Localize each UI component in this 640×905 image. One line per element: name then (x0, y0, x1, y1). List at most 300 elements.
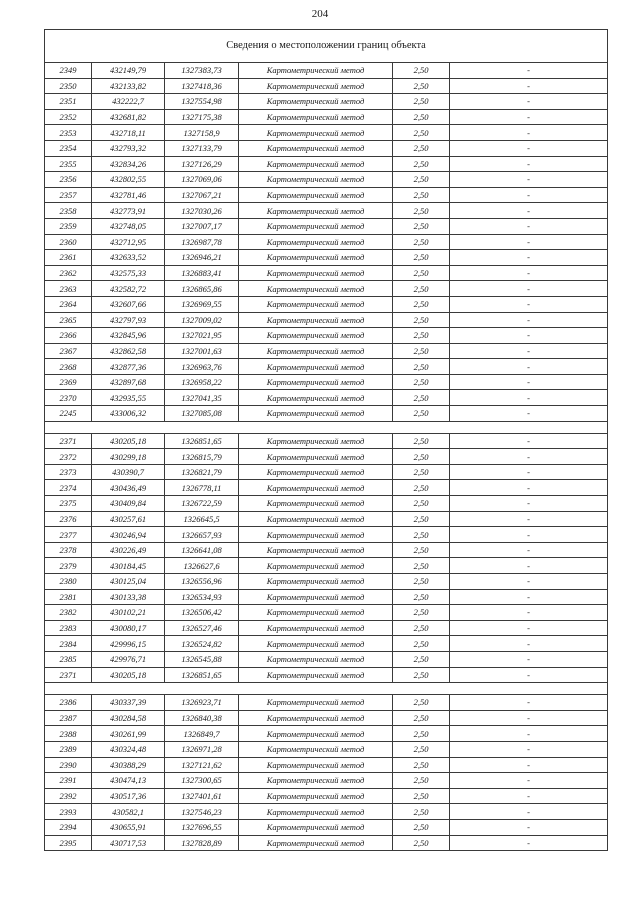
description-cell: - (450, 265, 608, 281)
method-cell: Картометрический метод (239, 406, 393, 422)
description-cell: - (450, 281, 608, 297)
accuracy-cell: 2,50 (393, 605, 450, 621)
y-coordinate-cell: 1327021,95 (165, 328, 239, 344)
y-coordinate-cell: 1326534,93 (165, 589, 239, 605)
point-number-cell: 2352 (45, 109, 92, 125)
point-number-cell: 2393 (45, 804, 92, 820)
table-row (45, 63, 608, 79)
point-number-cell: 2369 (45, 374, 92, 390)
x-coordinate-cell: 430582,1 (92, 804, 165, 820)
accuracy-cell: 2,50 (393, 234, 450, 250)
description-cell: - (450, 835, 608, 851)
method-cell: Картометрический метод (239, 667, 393, 683)
table-row (45, 480, 608, 496)
table-row (45, 265, 608, 281)
y-coordinate-cell: 1327546,23 (165, 804, 239, 820)
method-cell: Картометрический метод (239, 250, 393, 266)
point-number-cell: 2364 (45, 296, 92, 312)
point-number-cell: 2359 (45, 218, 92, 234)
method-cell: Картометрический метод (239, 343, 393, 359)
x-coordinate-cell: 432862,58 (92, 343, 165, 359)
point-number-cell: 2355 (45, 156, 92, 172)
x-coordinate-cell: 430299,18 (92, 449, 165, 465)
x-coordinate-cell: 432718,11 (92, 125, 165, 141)
table-row (45, 574, 608, 590)
table-row (45, 156, 608, 172)
point-number-cell: 2387 (45, 710, 92, 726)
accuracy-cell: 2,50 (393, 203, 450, 219)
y-coordinate-cell: 1326969,55 (165, 296, 239, 312)
description-cell: - (450, 94, 608, 110)
y-coordinate-cell: 1327696,55 (165, 819, 239, 835)
table-row (45, 726, 608, 742)
x-coordinate-cell: 432773,91 (92, 203, 165, 219)
description-cell: - (450, 203, 608, 219)
accuracy-cell: 2,50 (393, 281, 450, 297)
x-coordinate-cell: 430205,18 (92, 667, 165, 683)
method-cell: Картометрический метод (239, 449, 393, 465)
point-number-cell: 2370 (45, 390, 92, 406)
accuracy-cell: 2,50 (393, 390, 450, 406)
accuracy-cell: 2,50 (393, 296, 450, 312)
x-coordinate-cell: 432681,82 (92, 109, 165, 125)
y-coordinate-cell: 1326627,6 (165, 558, 239, 574)
table-row (45, 835, 608, 851)
x-coordinate-cell: 430474,13 (92, 773, 165, 789)
point-number-cell: 2351 (45, 94, 92, 110)
x-coordinate-cell: 432607,66 (92, 296, 165, 312)
point-number-cell: 2371 (45, 667, 92, 683)
y-coordinate-cell: 1326883,41 (165, 265, 239, 281)
description-cell: - (450, 710, 608, 726)
method-cell: Картометрический метод (239, 511, 393, 527)
y-coordinate-cell: 1327401,61 (165, 788, 239, 804)
method-cell: Картометрический метод (239, 140, 393, 156)
x-coordinate-cell: 432712,95 (92, 234, 165, 250)
accuracy-cell: 2,50 (393, 589, 450, 605)
y-coordinate-cell: 1326545,88 (165, 651, 239, 667)
y-coordinate-cell: 1327133,79 (165, 140, 239, 156)
x-coordinate-cell: 430655,91 (92, 819, 165, 835)
x-coordinate-cell: 432582,72 (92, 281, 165, 297)
method-cell: Картометрический метод (239, 312, 393, 328)
y-coordinate-cell: 1327554,98 (165, 94, 239, 110)
x-coordinate-cell: 432802,55 (92, 172, 165, 188)
y-coordinate-cell: 1327069,06 (165, 172, 239, 188)
description-cell: - (450, 296, 608, 312)
description-cell: - (450, 496, 608, 512)
y-coordinate-cell: 1327121,62 (165, 757, 239, 773)
x-coordinate-cell: 432748,05 (92, 218, 165, 234)
y-coordinate-cell: 1327067,21 (165, 187, 239, 203)
y-coordinate-cell: 1327030,26 (165, 203, 239, 219)
description-cell: - (450, 156, 608, 172)
table-row (45, 203, 608, 219)
table-row (45, 187, 608, 203)
x-coordinate-cell: 432149,79 (92, 63, 165, 79)
x-coordinate-cell: 430409,84 (92, 496, 165, 512)
method-cell: Картометрический метод (239, 203, 393, 219)
table-row (45, 218, 608, 234)
point-number-cell: 2360 (45, 234, 92, 250)
x-coordinate-cell: 430517,36 (92, 788, 165, 804)
point-number-cell: 2382 (45, 605, 92, 621)
page-number: 204 (311, 8, 329, 20)
point-number-cell: 2386 (45, 695, 92, 711)
description-cell: - (450, 527, 608, 543)
y-coordinate-cell: 1326840,38 (165, 710, 239, 726)
accuracy-cell: 2,50 (393, 218, 450, 234)
table-row (45, 312, 608, 328)
y-coordinate-cell: 1327126,29 (165, 156, 239, 172)
y-coordinate-cell: 1326506,42 (165, 605, 239, 621)
table-row (45, 296, 608, 312)
accuracy-cell: 2,50 (393, 312, 450, 328)
table-row (45, 496, 608, 512)
table-row (45, 741, 608, 757)
x-coordinate-cell: 433006,32 (92, 406, 165, 422)
method-cell: Картометрический метод (239, 125, 393, 141)
point-number-cell: 2357 (45, 187, 92, 203)
accuracy-cell: 2,50 (393, 94, 450, 110)
point-number-cell: 2374 (45, 480, 92, 496)
point-number-cell: 2373 (45, 464, 92, 480)
accuracy-cell: 2,50 (393, 558, 450, 574)
x-coordinate-cell: 430436,49 (92, 480, 165, 496)
point-number-cell: 2395 (45, 835, 92, 851)
accuracy-cell: 2,50 (393, 574, 450, 590)
method-cell: Картометрический метод (239, 359, 393, 375)
x-coordinate-cell: 432897,68 (92, 374, 165, 390)
y-coordinate-cell: 1326645,5 (165, 511, 239, 527)
table-row (45, 695, 608, 711)
x-coordinate-cell: 429996,15 (92, 636, 165, 652)
accuracy-cell: 2,50 (393, 406, 450, 422)
accuracy-cell: 2,50 (393, 374, 450, 390)
accuracy-cell: 2,50 (393, 63, 450, 79)
table-row (45, 558, 608, 574)
y-coordinate-cell: 1326524,82 (165, 636, 239, 652)
method-cell: Картометрический метод (239, 296, 393, 312)
point-number-cell: 2380 (45, 574, 92, 590)
x-coordinate-cell: 432633,52 (92, 250, 165, 266)
table-row (45, 281, 608, 297)
method-cell: Картометрический метод (239, 527, 393, 543)
method-cell: Картометрический метод (239, 187, 393, 203)
method-cell: Картометрический метод (239, 156, 393, 172)
description-cell: - (450, 449, 608, 465)
table-row (45, 464, 608, 480)
accuracy-cell: 2,50 (393, 542, 450, 558)
method-cell: Картометрический метод (239, 589, 393, 605)
point-number-cell: 2375 (45, 496, 92, 512)
description-cell: - (450, 726, 608, 742)
point-number-cell: 2385 (45, 651, 92, 667)
table-row (45, 374, 608, 390)
method-cell: Картометрический метод (239, 542, 393, 558)
table-row (45, 94, 608, 110)
x-coordinate-cell: 432133,82 (92, 78, 165, 94)
title-row (45, 30, 608, 63)
description-cell: - (450, 558, 608, 574)
method-cell: Картометрический метод (239, 651, 393, 667)
x-coordinate-cell: 430184,45 (92, 558, 165, 574)
method-cell: Картометрический метод (239, 773, 393, 789)
point-number-cell: 2376 (45, 511, 92, 527)
point-number-cell: 2391 (45, 773, 92, 789)
accuracy-cell: 2,50 (393, 651, 450, 667)
description-cell: - (450, 63, 608, 79)
description-cell: - (450, 433, 608, 449)
description-cell: - (450, 804, 608, 820)
point-number-cell: 2388 (45, 726, 92, 742)
description-cell: - (450, 773, 608, 789)
y-coordinate-cell: 1327158,9 (165, 125, 239, 141)
description-cell: - (450, 140, 608, 156)
point-number-cell: 2353 (45, 125, 92, 141)
accuracy-cell: 2,50 (393, 156, 450, 172)
description-cell: - (450, 172, 608, 188)
accuracy-cell: 2,50 (393, 464, 450, 480)
x-coordinate-cell: 432575,33 (92, 265, 165, 281)
table-row (45, 710, 608, 726)
table-row (45, 651, 608, 667)
table-title: Сведения о местоположении границ объекта (45, 30, 608, 63)
x-coordinate-cell: 430388,29 (92, 757, 165, 773)
description-cell: - (450, 757, 608, 773)
description-cell: - (450, 406, 608, 422)
description-cell: - (450, 480, 608, 496)
x-coordinate-cell: 430717,53 (92, 835, 165, 851)
y-coordinate-cell: 1327828,89 (165, 835, 239, 851)
y-coordinate-cell: 1326821,79 (165, 464, 239, 480)
table-row (45, 406, 608, 422)
accuracy-cell: 2,50 (393, 496, 450, 512)
method-cell: Картометрический метод (239, 605, 393, 621)
point-number-cell: 2358 (45, 203, 92, 219)
x-coordinate-cell: 430133,38 (92, 589, 165, 605)
group-separator-row (45, 683, 608, 695)
accuracy-cell: 2,50 (393, 265, 450, 281)
accuracy-cell: 2,50 (393, 449, 450, 465)
x-coordinate-cell: 430337,39 (92, 695, 165, 711)
point-number-cell: 2350 (45, 78, 92, 94)
y-coordinate-cell: 1327009,02 (165, 312, 239, 328)
y-coordinate-cell: 1326722,59 (165, 496, 239, 512)
description-cell: - (450, 464, 608, 480)
table-row (45, 804, 608, 820)
table-row (45, 636, 608, 652)
accuracy-cell: 2,50 (393, 835, 450, 851)
table-row (45, 234, 608, 250)
table-row (45, 605, 608, 621)
point-number-cell: 2354 (45, 140, 92, 156)
description-cell: - (450, 605, 608, 621)
method-cell: Картометрический метод (239, 390, 393, 406)
table-row (45, 250, 608, 266)
group-separator-row (45, 421, 608, 433)
description-cell: - (450, 819, 608, 835)
point-number-cell: 2389 (45, 741, 92, 757)
table-row (45, 542, 608, 558)
y-coordinate-cell: 1327418,36 (165, 78, 239, 94)
coordinates-table (44, 29, 608, 851)
table-row (45, 78, 608, 94)
description-cell: - (450, 125, 608, 141)
accuracy-cell: 2,50 (393, 726, 450, 742)
point-number-cell: 2362 (45, 265, 92, 281)
method-cell: Картометрический метод (239, 480, 393, 496)
y-coordinate-cell: 1327175,38 (165, 109, 239, 125)
accuracy-cell: 2,50 (393, 788, 450, 804)
accuracy-cell: 2,50 (393, 636, 450, 652)
description-cell: - (450, 667, 608, 683)
method-cell: Картометрический метод (239, 835, 393, 851)
accuracy-cell: 2,50 (393, 328, 450, 344)
accuracy-cell: 2,50 (393, 773, 450, 789)
method-cell: Картометрический метод (239, 234, 393, 250)
x-coordinate-cell: 432845,96 (92, 328, 165, 344)
y-coordinate-cell: 1326657,93 (165, 527, 239, 543)
x-coordinate-cell: 430261,99 (92, 726, 165, 742)
table-row (45, 109, 608, 125)
table-row (45, 390, 608, 406)
y-coordinate-cell: 1326556,96 (165, 574, 239, 590)
method-cell: Картометрический метод (239, 726, 393, 742)
method-cell: Картометрический метод (239, 433, 393, 449)
accuracy-cell: 2,50 (393, 757, 450, 773)
x-coordinate-cell: 432781,46 (92, 187, 165, 203)
point-number-cell: 2366 (45, 328, 92, 344)
table-row (45, 172, 608, 188)
description-cell: - (450, 234, 608, 250)
table-row (45, 773, 608, 789)
description-cell: - (450, 741, 608, 757)
method-cell: Картометрический метод (239, 788, 393, 804)
y-coordinate-cell: 1327041,35 (165, 390, 239, 406)
accuracy-cell: 2,50 (393, 527, 450, 543)
point-number-cell: 2368 (45, 359, 92, 375)
accuracy-cell: 2,50 (393, 710, 450, 726)
accuracy-cell: 2,50 (393, 667, 450, 683)
point-number-cell: 2378 (45, 542, 92, 558)
point-number-cell: 2367 (45, 343, 92, 359)
table-row (45, 589, 608, 605)
table-row (45, 449, 608, 465)
coordinates-sheet (44, 29, 607, 851)
x-coordinate-cell: 430390,7 (92, 464, 165, 480)
method-cell: Картометрический метод (239, 265, 393, 281)
y-coordinate-cell: 1327300,65 (165, 773, 239, 789)
y-coordinate-cell: 1326778,11 (165, 480, 239, 496)
table-row (45, 359, 608, 375)
y-coordinate-cell: 1326851,65 (165, 667, 239, 683)
point-number-cell: 2381 (45, 589, 92, 605)
method-cell: Картометрический метод (239, 636, 393, 652)
point-number-cell: 2349 (45, 63, 92, 79)
description-cell: - (450, 78, 608, 94)
table-row (45, 140, 608, 156)
point-number-cell: 2361 (45, 250, 92, 266)
table-row (45, 328, 608, 344)
x-coordinate-cell: 430080,17 (92, 620, 165, 636)
table-row (45, 527, 608, 543)
group-separator-cell (45, 421, 608, 433)
method-cell: Картометрический метод (239, 218, 393, 234)
method-cell: Картометрический метод (239, 558, 393, 574)
accuracy-cell: 2,50 (393, 140, 450, 156)
description-cell: - (450, 218, 608, 234)
description-cell: - (450, 589, 608, 605)
y-coordinate-cell: 1326641,08 (165, 542, 239, 558)
method-cell: Картометрический метод (239, 328, 393, 344)
group-separator-cell (45, 683, 608, 695)
y-coordinate-cell: 1326987,78 (165, 234, 239, 250)
x-coordinate-cell: 432793,32 (92, 140, 165, 156)
accuracy-cell: 2,50 (393, 511, 450, 527)
point-number-cell: 2384 (45, 636, 92, 652)
method-cell: Картометрический метод (239, 710, 393, 726)
table-row (45, 511, 608, 527)
table-row (45, 343, 608, 359)
point-number-cell: 2245 (45, 406, 92, 422)
method-cell: Картометрический метод (239, 819, 393, 835)
description-cell: - (450, 542, 608, 558)
method-cell: Картометрический метод (239, 757, 393, 773)
description-cell: - (450, 511, 608, 527)
method-cell: Картометрический метод (239, 281, 393, 297)
point-number-cell: 2394 (45, 819, 92, 835)
x-coordinate-cell: 432935,55 (92, 390, 165, 406)
accuracy-cell: 2,50 (393, 78, 450, 94)
point-number-cell: 2392 (45, 788, 92, 804)
point-number-cell: 2390 (45, 757, 92, 773)
y-coordinate-cell: 1327001,63 (165, 343, 239, 359)
accuracy-cell: 2,50 (393, 359, 450, 375)
accuracy-cell: 2,50 (393, 819, 450, 835)
accuracy-cell: 2,50 (393, 433, 450, 449)
x-coordinate-cell: 430324,48 (92, 741, 165, 757)
accuracy-cell: 2,50 (393, 172, 450, 188)
y-coordinate-cell: 1326851,65 (165, 433, 239, 449)
point-number-cell: 2379 (45, 558, 92, 574)
description-cell: - (450, 109, 608, 125)
x-coordinate-cell: 430284,58 (92, 710, 165, 726)
description-cell: - (450, 374, 608, 390)
description-cell: - (450, 620, 608, 636)
accuracy-cell: 2,50 (393, 741, 450, 757)
accuracy-cell: 2,50 (393, 187, 450, 203)
y-coordinate-cell: 1327007,17 (165, 218, 239, 234)
description-cell: - (450, 359, 608, 375)
description-cell: - (450, 695, 608, 711)
description-cell: - (450, 390, 608, 406)
y-coordinate-cell: 1326971,28 (165, 741, 239, 757)
point-number-cell: 2363 (45, 281, 92, 297)
point-number-cell: 2356 (45, 172, 92, 188)
method-cell: Картометрический метод (239, 464, 393, 480)
y-coordinate-cell: 1326923,71 (165, 695, 239, 711)
table-row (45, 788, 608, 804)
method-cell: Картометрический метод (239, 94, 393, 110)
table-row (45, 125, 608, 141)
x-coordinate-cell: 430102,21 (92, 605, 165, 621)
description-cell: - (450, 651, 608, 667)
method-cell: Картометрический метод (239, 63, 393, 79)
description-cell: - (450, 312, 608, 328)
point-number-cell: 2372 (45, 449, 92, 465)
table-row (45, 667, 608, 683)
